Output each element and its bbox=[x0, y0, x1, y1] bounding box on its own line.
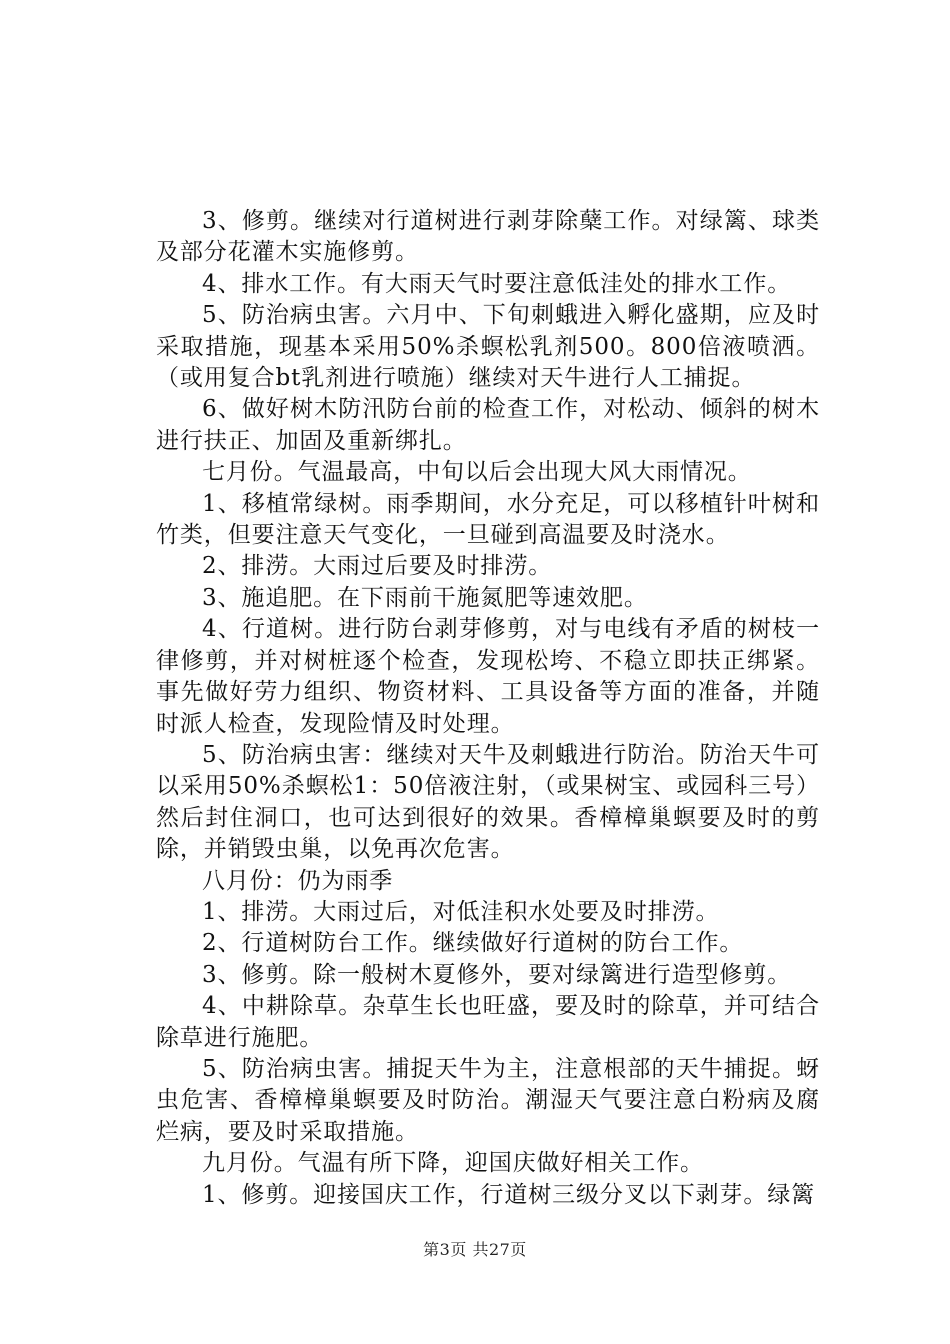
paragraph-july-drainage: 2、排涝。大雨过后要及时排涝。 bbox=[202, 553, 553, 580]
paragraph-june-drainage: 4、排水工作。有大雨天气时要注意低洼处的排水工作。 bbox=[202, 270, 792, 297]
paragraph-june-pruning: 3、修剪。继续对行道树进行剥芽除蘖工作。对绿篱、球类及部分花灌木实施修剪。 bbox=[156, 208, 820, 266]
page-footer bbox=[0, 1240, 950, 1260]
paragraph-june-typhoon-check: 6、做好树木防汛防台前的检查工作，对松动、倾斜的树木进行扶正、加固及重新绑扎。 bbox=[156, 396, 820, 454]
page-number-label: 第3页 共27页 bbox=[423, 1240, 527, 1259]
paragraph-july-fertilize: 3、施追肥。在下雨前干施氮肥等速效肥。 bbox=[202, 584, 648, 611]
paragraph-july-pest-control: 5、防治病虫害：继续对天牛及刺蛾进行防治。防治天牛可以采用50%杀螟松1：50倍液注射，（或果树宝、或园科三号）然后封住洞口，也可达到很好的效果。香樟樟巢螟要及时的剪除，并销毁虫巢，以免再次危害。 bbox=[156, 741, 820, 863]
paragraph-august-drainage: 1、排涝。大雨过后，对低洼积水处要及时排涝。 bbox=[202, 898, 720, 925]
paragraph-july-transplant: 1、移植常绿树。雨季期间，水分充足，可以移植针叶树和竹类，但要注意天气变化，一旦碰到高温要及时浇水。 bbox=[156, 490, 820, 549]
paragraph-september-heading: 九月份。气温有所下降，迎国庆做好相关工作。 bbox=[202, 1150, 704, 1177]
paragraph-august-street-trees: 2、行道树防台工作。继续做好行道树的防台工作。 bbox=[202, 930, 744, 957]
paragraph-september-pruning: 1、修剪。迎接国庆工作，行道树三级分叉以下剥芽。绿篱 bbox=[202, 1181, 816, 1208]
paragraph-august-pest-control: 5、防治病虫害。捕捉天牛为主，注意根部的天牛捕捉。蚜虫危害、香樟樟巢螟要及时防治。潮湿天气要注意白粉病及腐烂病，要及时采取措施。 bbox=[156, 1055, 820, 1145]
paragraph-june-pest-control: 5、防治病虫害。六月中、下旬刺蛾进入孵化盛期，应及时采取措施，现基本采用50%杀螟松乳剂500。800倍液喷洒。（或用复合bt乳剂进行喷施）继续对天牛进行人工捕捉。 bbox=[156, 302, 820, 392]
paragraph-july-street-trees: 4、行道树。进行防台剥芽修剪，对与电线有矛盾的树枝一律修剪，并对树桩逐个检查，发现松垮、不稳立即扶正绑紧。事先做好劳力组织、物资材料、工具设备等方面的准备，并随时派人检查，发现险情及时处理。 bbox=[156, 616, 820, 737]
paragraph-august-heading: 八月份：仍为雨季 bbox=[202, 867, 394, 894]
document-body bbox=[156, 206, 820, 1211]
paragraph-august-pruning: 3、修剪。除一般树木夏修外，要对绿篱进行造型修剪。 bbox=[202, 961, 792, 988]
paragraph-august-weeding: 4、中耕除草。杂草生长也旺盛，要及时的除草，并可结合除草进行施肥。 bbox=[156, 993, 820, 1051]
paragraph-july-heading: 七月份。气温最高，中旬以后会出现大风大雨情况。 bbox=[202, 459, 752, 486]
